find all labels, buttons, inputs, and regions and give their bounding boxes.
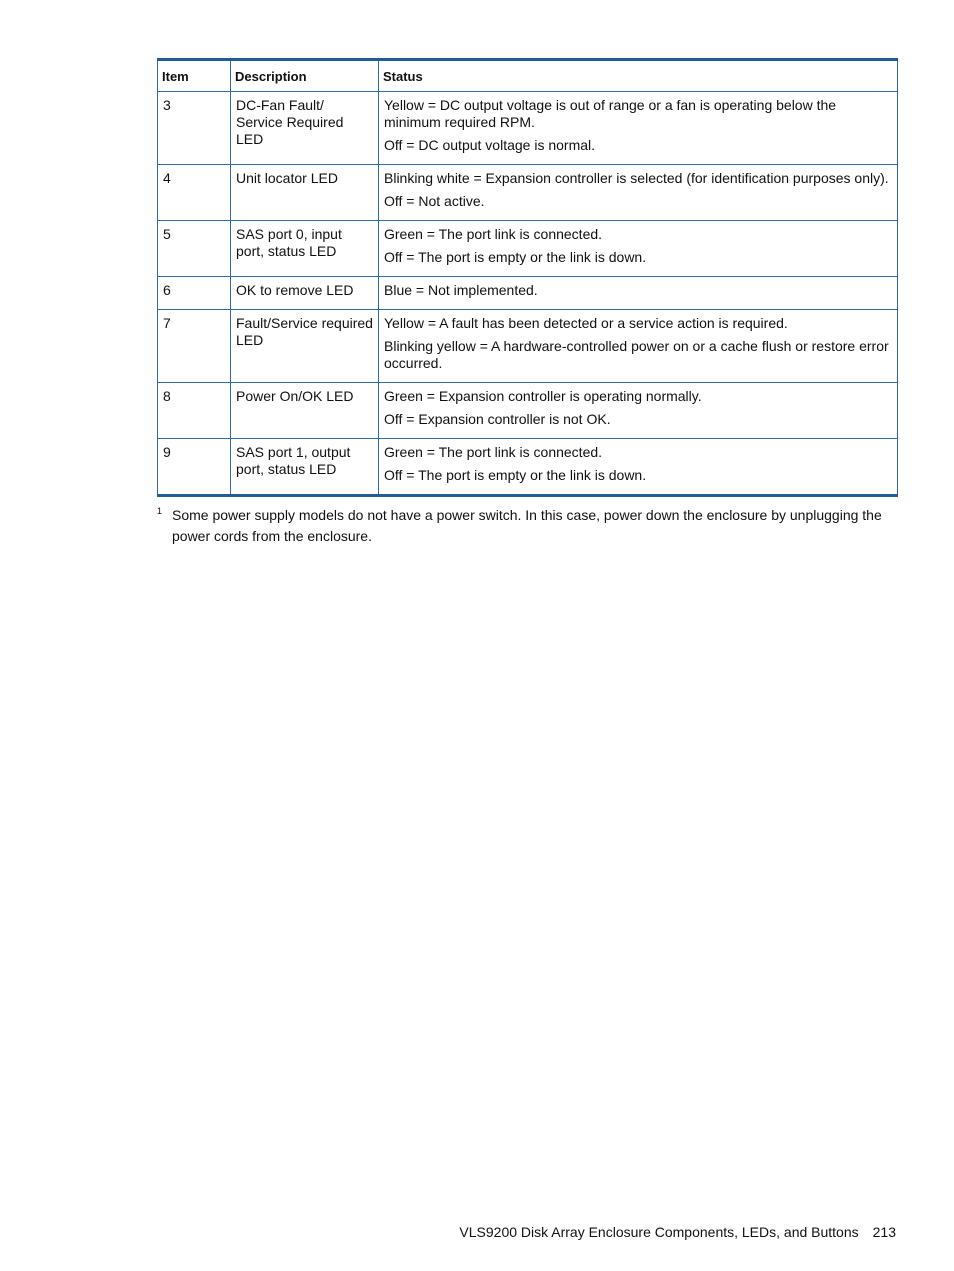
table-row — [158, 165, 898, 221]
status-cell — [379, 92, 898, 165]
status-line: Green = The port link is connected. — [384, 226, 603, 242]
table-row — [158, 277, 898, 310]
status-line: Off = The port is empty or the link is down. — [384, 467, 647, 483]
footnote-marker: 1 — [157, 506, 163, 516]
page-number: 213 — [872, 1224, 896, 1240]
item-cell: 7 — [158, 310, 231, 383]
item-cell: 8 — [158, 383, 231, 439]
description-cell: Unit locator LED — [231, 165, 379, 221]
table-row — [158, 221, 898, 277]
item-cell: 3 — [158, 92, 231, 165]
footnote — [157, 505, 897, 547]
status-line: Yellow = DC output voltage is out of range or a fan is operating below the minimum required RPM. — [384, 97, 837, 130]
status-cell — [379, 383, 898, 439]
table-row — [158, 92, 898, 165]
item-cell: 4 — [158, 165, 231, 221]
item-cell: 6 — [158, 277, 231, 310]
status-line: Blue = Not implemented. — [384, 282, 538, 298]
status-line: Blinking white = Expansion controller is selected (for identification purposes only). — [384, 170, 889, 186]
description-cell: Power On/OK LED — [231, 383, 379, 439]
footer-title: VLS9200 Disk Array Enclosure Components, LEDs, and Buttons — [459, 1224, 859, 1240]
footnote-text: Some power supply models do not have a power switch. In this case, power down the enclosure by unplugging the power cords from the enclosure. — [172, 507, 882, 544]
status-cell — [379, 310, 898, 383]
status-cell — [379, 221, 898, 277]
table-header-row — [158, 60, 898, 92]
led-status-table — [157, 58, 898, 497]
status-line: Blinking yellow = A hardware-controlled power on or a cache flush or restore error occurred. — [384, 338, 889, 371]
status-cell — [379, 277, 898, 310]
header-description: Description — [231, 60, 379, 92]
description-cell: OK to remove LED — [231, 277, 379, 310]
description-cell: SAS port 0, input port, status LED — [231, 221, 379, 277]
description-cell: Fault/Service required LED — [231, 310, 379, 383]
page-footer — [459, 1223, 896, 1241]
description-cell: SAS port 1, output port, status LED — [231, 439, 379, 496]
status-line: Off = DC output voltage is normal. — [384, 137, 596, 153]
status-cell — [379, 165, 898, 221]
status-cell — [379, 439, 898, 496]
status-line: Green = The port link is connected. — [384, 444, 603, 460]
status-line: Yellow = A fault has been detected or a service action is required. — [384, 315, 788, 331]
table-row — [158, 439, 898, 496]
table-row — [158, 310, 898, 383]
item-cell: 9 — [158, 439, 231, 496]
header-item: Item — [158, 60, 231, 92]
status-line: Green = Expansion controller is operating normally. — [384, 388, 702, 404]
status-line: Off = Not active. — [384, 193, 485, 209]
status-line: Off = The port is empty or the link is down. — [384, 249, 647, 265]
status-line: Off = Expansion controller is not OK. — [384, 411, 611, 427]
item-cell: 5 — [158, 221, 231, 277]
table-row — [158, 383, 898, 439]
header-status: Status — [379, 60, 898, 92]
description-cell: DC-Fan Fault/ Service Required LED — [231, 92, 379, 165]
